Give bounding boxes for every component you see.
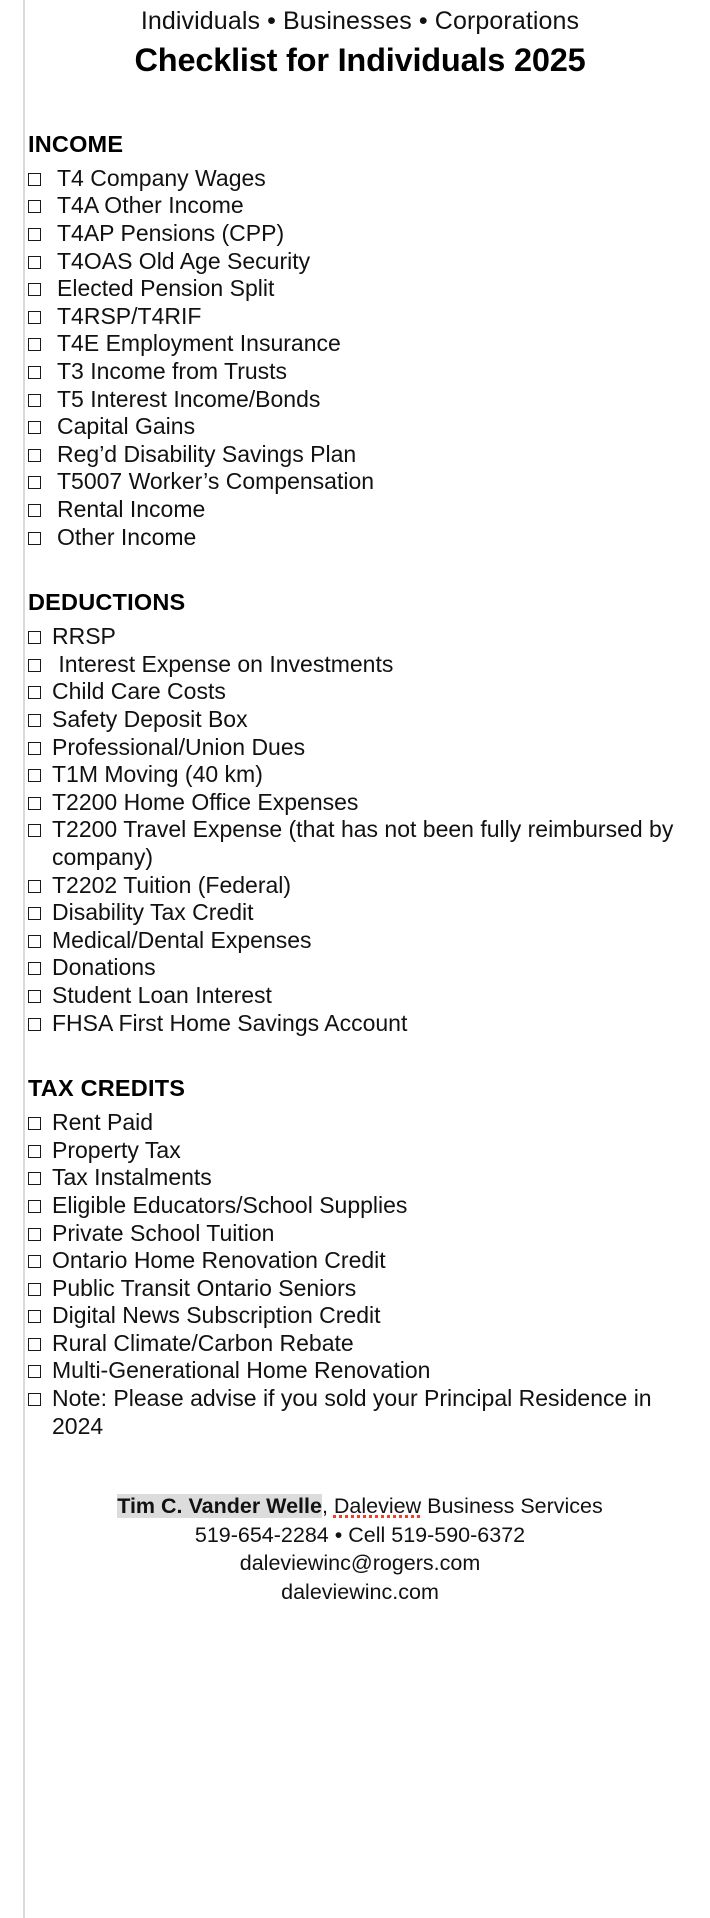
checklist-item-label: Reg’d Disability Savings Plan — [57, 440, 357, 467]
contact-email[interactable]: daleviewinc@rogers.com — [239, 1551, 481, 1576]
checkbox-icon[interactable] — [28, 1145, 41, 1158]
checklist-item[interactable] — [28, 1192, 692, 1220]
checkbox-icon[interactable] — [28, 200, 41, 213]
checklist-item-label: Professional/Union Dues — [52, 733, 306, 760]
contact-website[interactable]: daleviewinc.com — [281, 1579, 439, 1604]
checklist-item-label: Other Income — [57, 523, 197, 550]
checklist-item-label: Medical/Dental Expenses — [52, 926, 312, 953]
checklist-item[interactable] — [28, 1164, 692, 1192]
section-spacer — [28, 1037, 692, 1075]
checklist-item-label: Eligible Educators/School Supplies — [52, 1191, 408, 1218]
checklist-item[interactable] — [28, 1302, 692, 1330]
checklist-item[interactable] — [28, 1357, 692, 1385]
checkbox-icon[interactable] — [28, 659, 41, 672]
checklist-item-label: Note: Please advise if you sold your Principal Residence in 2024 — [52, 1385, 652, 1439]
contact-name: Tim C. Vander Welle — [117, 1494, 322, 1519]
checkbox-icon[interactable] — [28, 366, 41, 379]
checklist-tax-credits — [28, 1109, 692, 1440]
checklist-item-label: Property Tax — [52, 1136, 181, 1163]
checkbox-icon[interactable] — [28, 476, 41, 489]
section-heading-tax-credits: TAX CREDITS — [28, 1075, 186, 1102]
checklist-item-label: Private School Tuition — [52, 1219, 275, 1246]
checklist-item[interactable] — [28, 1330, 692, 1358]
checklist-item[interactable] — [28, 1247, 692, 1275]
checklist-item-label: Public Transit Ontario Seniors — [52, 1274, 357, 1301]
checklist-item[interactable] — [28, 1385, 692, 1440]
checkbox-icon[interactable] — [28, 311, 41, 324]
checklist-item-label: Safety Deposit Box — [52, 706, 248, 732]
checklist-item[interactable] — [28, 220, 692, 248]
checklist-item-label: Rental Income — [57, 496, 206, 523]
checklist-item-label: T2200 Travel Expense (that has not been fully reimbursed by company) — [52, 816, 674, 870]
checklist-item[interactable] — [28, 623, 692, 651]
checklist-item-label: Multi-Generational Home Renovation — [52, 1357, 431, 1384]
checkbox-icon[interactable] — [28, 631, 41, 644]
checkbox-icon[interactable] — [28, 714, 41, 727]
checkbox-icon[interactable] — [28, 283, 41, 296]
checklist-item[interactable] — [28, 899, 692, 927]
checklist-item-label: T4OAS Old Age Security — [57, 247, 311, 274]
checklist-item[interactable] — [28, 982, 692, 1010]
checklist-item[interactable] — [28, 358, 692, 386]
checklist-item[interactable] — [28, 386, 692, 414]
checklist-item[interactable] — [28, 761, 692, 789]
checkbox-icon[interactable] — [28, 686, 41, 699]
checklist-item-label: T4RSP/T4RIF — [57, 302, 202, 329]
checklist-item-label: Elected Pension Split — [57, 275, 275, 302]
checkbox-icon[interactable] — [28, 962, 41, 975]
checklist-item[interactable] — [28, 1275, 692, 1303]
checklist-income — [28, 165, 692, 551]
checkbox-icon[interactable] — [28, 394, 41, 407]
checklist-item-label: T4 Company Wages — [57, 164, 266, 191]
checklist-item-label: Interest Expense on Investments — [52, 650, 394, 677]
checklist-item[interactable] — [28, 330, 692, 358]
checkbox-icon[interactable] — [28, 990, 41, 1003]
checklist-item[interactable] — [28, 165, 692, 193]
checkbox-icon[interactable] — [28, 1117, 41, 1130]
checklist-item-label: T3 Income from Trusts — [57, 358, 288, 385]
checkbox-icon[interactable] — [28, 1338, 41, 1351]
checklist-item-label: Child Care Costs — [52, 678, 226, 705]
checkbox-icon[interactable] — [28, 504, 41, 517]
checkbox-icon[interactable] — [28, 256, 41, 269]
checkbox-icon[interactable] — [28, 769, 41, 782]
section-deductions — [28, 589, 692, 1037]
checkbox-icon[interactable] — [28, 1200, 41, 1213]
checklist-item-label: Ontario Home Renovation Credit — [52, 1247, 386, 1274]
checklist-item[interactable] — [28, 192, 692, 220]
checklist-deductions — [28, 623, 692, 1037]
checklist-item[interactable] — [28, 413, 692, 441]
checklist-item[interactable] — [28, 441, 692, 469]
checklist-item[interactable] — [28, 789, 692, 817]
checkbox-icon[interactable] — [28, 1228, 41, 1241]
checklist-item[interactable] — [28, 468, 692, 496]
checkbox-icon[interactable] — [28, 421, 41, 434]
checkbox-icon[interactable] — [28, 1018, 41, 1031]
section-spacer — [28, 551, 692, 589]
header-spacer — [28, 81, 692, 131]
checklist-item[interactable] — [28, 275, 692, 303]
checklist-item-label: FHSA First Home Savings Account — [52, 1009, 408, 1036]
section-income — [28, 131, 692, 551]
checkbox-icon[interactable] — [28, 824, 41, 837]
checkbox-icon[interactable] — [28, 797, 41, 810]
checklist-item-label: T4A Other Income — [57, 192, 244, 219]
checklist-item-label: T4E Employment Insurance — [57, 330, 341, 357]
checklist-item[interactable] — [28, 734, 692, 762]
checklist-item[interactable] — [28, 1010, 692, 1038]
checklist-item[interactable] — [28, 1109, 692, 1137]
checkbox-icon[interactable] — [28, 449, 41, 462]
contact-phones: 519-654-2284 • Cell 519-590-6372 — [194, 1522, 526, 1547]
checkbox-icon[interactable] — [28, 880, 41, 893]
checklist-item-label: T2202 Tuition (Federal) — [52, 871, 292, 898]
checklist-item-label: T2200 Home Office Expenses — [52, 788, 359, 815]
checkbox-icon[interactable] — [28, 1365, 41, 1378]
checklist-item[interactable] — [28, 651, 692, 679]
checklist-item-label: T5 Interest Income/Bonds — [57, 385, 321, 412]
checkbox-icon[interactable] — [28, 173, 41, 186]
contact-footer — [28, 1492, 692, 1606]
checklist-item-label: Rent Paid — [52, 1109, 154, 1136]
checklist-item[interactable] — [28, 678, 692, 706]
checkbox-icon[interactable] — [28, 1172, 41, 1185]
header-kicker: Individuals • Businesses • Corporations — [140, 7, 580, 35]
footer-name-line — [28, 1492, 692, 1521]
checklist-item[interactable] — [28, 496, 692, 524]
checklist-item-label: Capital Gains — [57, 413, 196, 440]
section-tax-credits — [28, 1075, 692, 1440]
section-heading-income: INCOME — [28, 130, 124, 157]
checklist-item-label: T5007 Worker’s Compensation — [57, 468, 375, 495]
checkbox-icon[interactable] — [28, 1310, 41, 1323]
checklist-item-label: Student Loan Interest — [52, 981, 272, 1008]
checkbox-icon[interactable] — [28, 1283, 41, 1296]
checklist-item-label: Rural Climate/Carbon Rebate — [52, 1329, 354, 1356]
checkbox-icon[interactable] — [28, 907, 41, 920]
checklist-item[interactable] — [28, 706, 692, 734]
checklist-item[interactable] — [28, 1220, 692, 1248]
checklist-item-label: T4AP Pensions (CPP) — [57, 220, 285, 247]
name-separator: , — [321, 1494, 334, 1519]
checklist-item-label: Tax Instalments — [52, 1164, 212, 1191]
checklist-item[interactable] — [28, 1137, 692, 1165]
checklist-item-label: Disability Tax Credit — [52, 899, 254, 926]
checklist-item-label: Donations — [52, 954, 156, 981]
company-name-rest: Business Services — [421, 1494, 603, 1519]
checklist-item[interactable] — [28, 872, 692, 900]
checkbox-icon[interactable] — [28, 1393, 41, 1406]
sections-container — [28, 131, 692, 1440]
company-name-spellchecked: Daleview — [333, 1494, 422, 1519]
checklist-item[interactable] — [28, 816, 692, 871]
checkbox-icon[interactable] — [28, 935, 41, 948]
checklist-item-label: RRSP — [52, 623, 116, 650]
section-heading-deductions: DEDUCTIONS — [28, 589, 186, 616]
checklist-item[interactable] — [28, 303, 692, 331]
checklist-item-label: Digital News Subscription Credit — [52, 1302, 381, 1329]
checklist-item[interactable] — [28, 954, 692, 982]
page-header — [28, 0, 692, 81]
checkbox-icon[interactable] — [28, 338, 41, 351]
checklist-item[interactable] — [28, 248, 692, 276]
checkbox-icon[interactable] — [28, 742, 41, 755]
checkbox-icon[interactable] — [28, 1255, 41, 1268]
page-title: Checklist for Individuals 2025 — [134, 42, 586, 79]
checklist-item[interactable] — [28, 927, 692, 955]
checkbox-icon[interactable] — [28, 532, 41, 545]
checklist-item-label: T1M Moving (40 km) — [52, 761, 263, 788]
checklist-item[interactable] — [28, 524, 692, 552]
checkbox-icon[interactable] — [28, 228, 41, 241]
